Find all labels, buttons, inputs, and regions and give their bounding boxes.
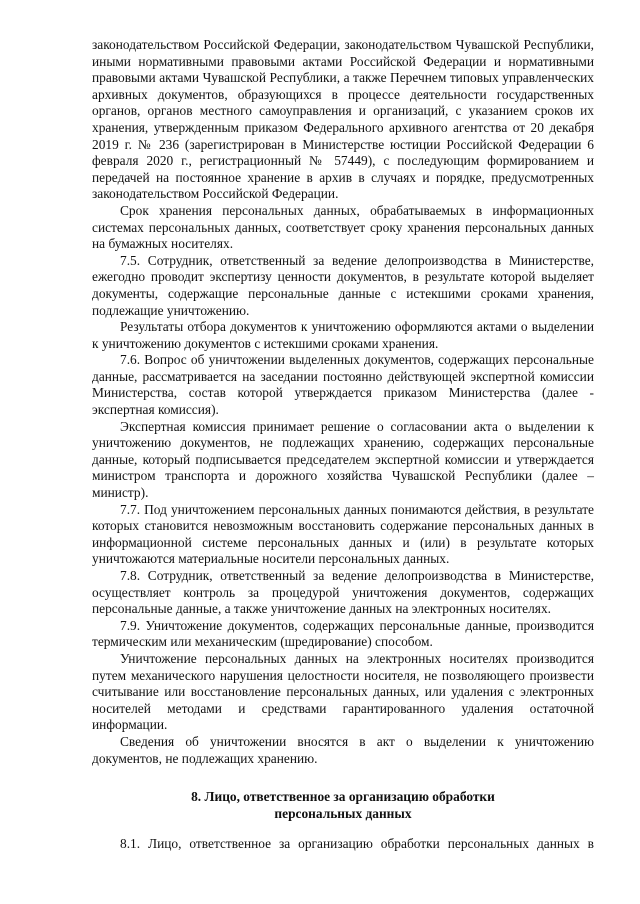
section-heading <box>92 789 594 822</box>
paragraph-7-7: 7.7. Под уничтожением персональных данных понимаются действия, в результате которых становится невозможным восстановить содержание персональных данных в информационной системе персональных данных и (или) в результате которых уничтожаются материальные носители персональных данных. <box>92 501 594 567</box>
paragraph-continuation: законодательством Российской Федерации, законодательством Чувашской Республики, иными нормативными правовыми актами Российской Федерации и нормативными правовыми актами Чувашской Республики, а также Перечнем типовых управленческих архивных документов, образующихся в процессе деятельности государственных органов, органов местного самоуправления и организаций, с указанием сроков их хранения, утвержденным приказом Федерального архивного агентства от 20 декабря 2019 г. № 236 (зарегистрирован в Министерстве юстиции Российской Федерации 6 февраля 2020 г., регистрационный № 57449), с последующим формированием и передачей на постоянное хранение в архив в случаях и порядке, предусмотренных законодательством Российской Федерации. <box>92 37 594 202</box>
paragraph-7-5: 7.5. Сотрудник, ответственный за ведение делопроизводства в Министерстве, ежегодно проводит экспертизу ценности документов, в результате которой выделяет документы, содержащие персональные данные с истекшими сроками хранения, подлежащие уничтожению. <box>92 252 594 318</box>
paragraph-storage-term: Срок хранения персональных данных, обрабатываемых в информационных системах персональных данных, соответствует сроку хранения персональных данных на бумажных носителях. <box>92 202 594 252</box>
paragraph-expert-commission: Экспертная комиссия принимает решение о согласовании акта о выделении к уничтожению документов, не подлежащих хранению, содержащих персональные данные, который подписывается председателем экспертной комиссии и утверждается министром транспорта и дорожного хозяйства Чувашской Республики (далее – министр). <box>92 418 594 501</box>
paragraph-destruction-record: Сведения об уничтожении вносятся в акт о выделении к уничтожению документов, не подлежащих хранению. <box>92 733 594 766</box>
paragraph-8-1: 8.1. Лицо, ответственное за организацию обработки персональных данных в <box>120 836 594 852</box>
section-heading-line-2: персональных данных <box>274 805 412 821</box>
paragraph-7-9: 7.9. Уничтожение документов, содержащих персональные данные, производится термическим или механическим (шредирование) способом. <box>92 617 594 650</box>
paragraph-7-8: 7.8. Сотрудник, ответственный за ведение делопроизводства в Министерстве, осуществляет контроль за процедурой уничтожения документов, содержащих персональные данные, а также уничтожение данных на электронных носителях. <box>92 568 594 617</box>
paragraph-selection-results: Результаты отбора документов к уничтожению оформляются актами о выделении к уничтожению документов с истекшими сроками хранения. <box>92 319 594 351</box>
section-heading-line-1: 8. Лицо, ответственное за организацию обработки <box>191 789 495 805</box>
paragraph-7-6: 7.6. Вопрос об уничтожении выделенных документов, содержащих персональные данные, рассматривается на заседании постоянно действующей экспертной комиссии Министерства, состав которой утверждается приказом Министерства (далее - экспертная комиссия). <box>92 352 594 418</box>
paragraph-electronic-destruction: Уничтожение персональных данных на электронных носителях производится путем механического нарушения целостности носителя, не позволяющего произвести считывание или восстановление персональных данных, или удаления с электронных носителей методами и средствами гарантированного удаления остаточной информации. <box>92 650 594 733</box>
document-page <box>92 37 594 853</box>
